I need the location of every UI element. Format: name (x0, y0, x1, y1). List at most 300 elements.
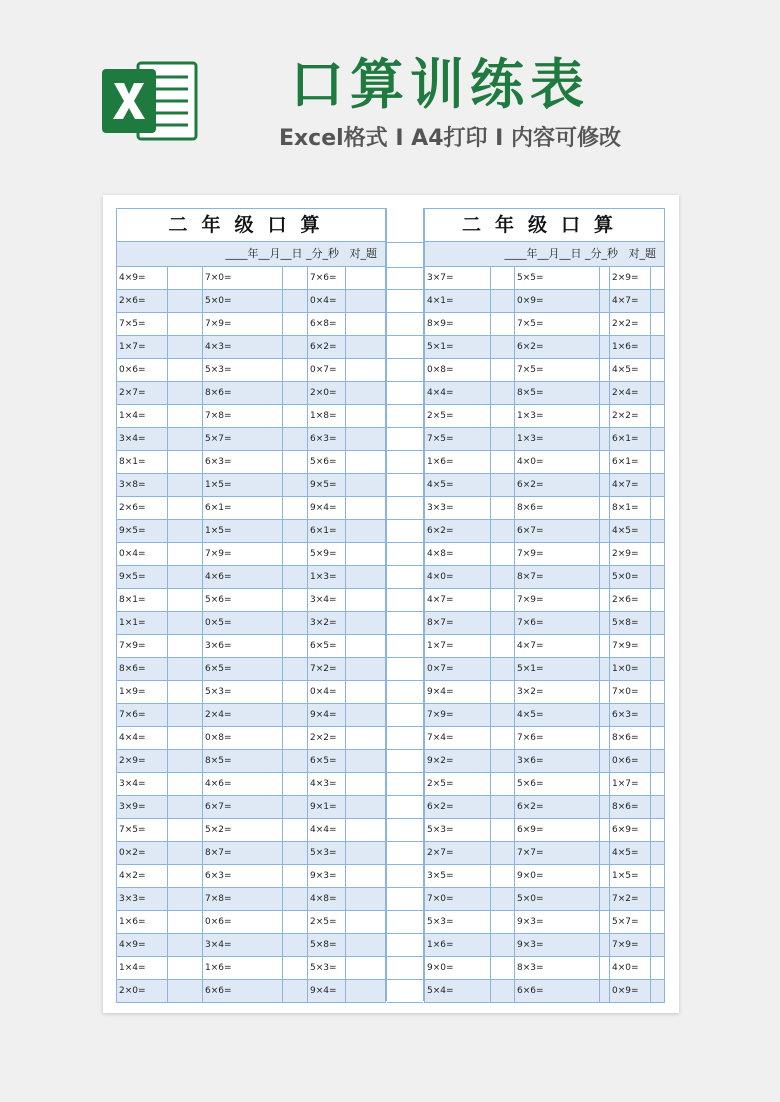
problem-cell: 6×6= (203, 980, 283, 1002)
problem-cell: 1×0= (610, 658, 651, 680)
table-row (424, 796, 665, 819)
problem-cell: 6×2= (425, 520, 491, 542)
problem-cell: 0×7= (425, 658, 491, 680)
answer-cell[interactable] (600, 681, 610, 703)
problem-cell: 1×6= (610, 336, 651, 358)
answer-cell[interactable] (491, 704, 515, 726)
table-row (424, 819, 665, 842)
problem-cell: 2×0= (117, 980, 168, 1002)
answer-cell[interactable] (283, 313, 308, 335)
answer-cell[interactable] (346, 336, 386, 358)
answer-cell[interactable] (168, 520, 203, 542)
table-row (116, 382, 386, 405)
problem-cell: 9×0= (425, 957, 491, 979)
answer-cell[interactable] (346, 681, 386, 703)
answer-cell[interactable] (600, 612, 610, 634)
grid-line (387, 634, 423, 635)
answer-cell[interactable] (651, 980, 665, 1002)
answer-cell[interactable] (651, 865, 665, 887)
answer-cell[interactable] (283, 451, 308, 473)
problem-cell: 2×4= (203, 704, 283, 726)
answer-cell[interactable] (283, 405, 308, 427)
answer-cell[interactable] (168, 405, 203, 427)
answer-cell[interactable] (491, 451, 515, 473)
answer-cell[interactable] (651, 451, 665, 473)
problem-cell: 7×5= (515, 313, 600, 335)
answer-cell[interactable] (651, 773, 665, 795)
answer-cell[interactable] (168, 865, 203, 887)
answer-cell[interactable] (491, 911, 515, 933)
answer-cell[interactable] (346, 865, 386, 887)
answer-cell[interactable] (346, 750, 386, 772)
answer-cell[interactable] (600, 313, 610, 335)
answer-cell[interactable] (600, 359, 610, 381)
problem-cell: 1×1= (117, 612, 168, 634)
answer-cell[interactable] (651, 474, 665, 496)
answer-cell[interactable] (651, 957, 665, 979)
problem-cell: 4×8= (308, 888, 346, 910)
answer-cell[interactable] (168, 359, 203, 381)
answer-cell[interactable] (491, 819, 515, 841)
problem-cell: 9×5= (117, 520, 168, 542)
problem-cell: 5×3= (425, 819, 491, 841)
answer-cell[interactable] (168, 543, 203, 565)
answer-cell[interactable] (168, 267, 203, 289)
answer-cell[interactable] (283, 428, 308, 450)
answer-cell[interactable] (600, 290, 610, 312)
answer-cell[interactable] (600, 957, 610, 979)
answer-cell[interactable] (600, 497, 610, 519)
answer-cell[interactable] (168, 704, 203, 726)
problem-cell: 8×7= (425, 612, 491, 634)
answer-cell[interactable] (168, 681, 203, 703)
problem-cell: 6×1= (610, 451, 651, 473)
answer-cell[interactable] (651, 267, 665, 289)
problem-cell: 3×4= (308, 589, 346, 611)
problem-cell: 0×4= (308, 681, 346, 703)
answer-cell[interactable] (491, 658, 515, 680)
table-row (116, 911, 386, 934)
answer-cell[interactable] (491, 934, 515, 956)
problem-cell: 2×2= (610, 405, 651, 427)
answer-cell[interactable] (491, 313, 515, 335)
grid-line (387, 887, 423, 888)
answer-cell[interactable] (346, 796, 386, 818)
answer-cell[interactable] (168, 635, 203, 657)
answer-cell[interactable] (346, 313, 386, 335)
problem-cell: 2×7= (117, 382, 168, 404)
table-row (424, 313, 665, 336)
table-row (424, 750, 665, 773)
answer-cell[interactable] (491, 566, 515, 588)
problem-cell: 9×4= (308, 980, 346, 1002)
problem-cell: 4×8= (425, 543, 491, 565)
answer-cell[interactable] (651, 336, 665, 358)
answer-cell[interactable] (283, 497, 308, 519)
answer-cell[interactable] (283, 980, 308, 1002)
problem-cell: 0×5= (203, 612, 283, 634)
grid-line (387, 611, 423, 612)
answer-cell[interactable] (651, 428, 665, 450)
answer-cell[interactable] (600, 428, 610, 450)
answer-cell[interactable] (491, 842, 515, 864)
answer-cell[interactable] (346, 980, 386, 1002)
answer-cell[interactable] (346, 842, 386, 864)
answer-cell[interactable] (651, 704, 665, 726)
answer-cell[interactable] (168, 888, 203, 910)
problem-cell: 2×2= (610, 313, 651, 335)
answer-cell[interactable] (283, 267, 308, 289)
table-row (424, 474, 665, 497)
answer-cell[interactable] (651, 566, 665, 588)
problem-cell: 5×9= (308, 543, 346, 565)
table-row (116, 727, 386, 750)
answer-cell[interactable] (283, 957, 308, 979)
answer-cell[interactable] (283, 819, 308, 841)
problem-cell: 1×5= (203, 474, 283, 496)
answer-cell[interactable] (491, 589, 515, 611)
problem-cell: 5×2= (203, 819, 283, 841)
answer-cell[interactable] (651, 911, 665, 933)
problem-cell: 5×0= (610, 566, 651, 588)
answer-cell[interactable] (600, 336, 610, 358)
answer-cell[interactable] (168, 382, 203, 404)
answer-cell[interactable] (651, 934, 665, 956)
problem-cell: 8×6= (515, 497, 600, 519)
answer-cell[interactable] (651, 750, 665, 772)
table-row (424, 520, 665, 543)
answer-cell[interactable] (346, 520, 386, 542)
grid-line (387, 1002, 423, 1003)
problem-cell: 2×6= (117, 497, 168, 519)
answer-cell[interactable] (600, 451, 610, 473)
answer-cell[interactable] (168, 727, 203, 749)
answer-cell[interactable] (600, 980, 610, 1002)
answer-cell[interactable] (168, 750, 203, 772)
problem-cell: 4×5= (425, 474, 491, 496)
answer-cell[interactable] (168, 911, 203, 933)
grid-line (387, 933, 423, 934)
answer-cell[interactable] (600, 819, 610, 841)
problem-cell: 1×6= (203, 957, 283, 979)
answer-cell[interactable] (491, 635, 515, 657)
answer-cell[interactable] (600, 842, 610, 864)
answer-cell[interactable] (600, 934, 610, 956)
answer-cell[interactable] (283, 842, 308, 864)
answer-cell[interactable] (283, 773, 308, 795)
problem-cell: 6×3= (610, 704, 651, 726)
answer-cell[interactable] (651, 497, 665, 519)
answer-cell[interactable] (651, 727, 665, 749)
problem-cell: 3×8= (117, 474, 168, 496)
table-row (116, 405, 386, 428)
left-panel-title: 二年级口算 (116, 208, 386, 242)
problem-cell: 7×9= (425, 704, 491, 726)
answer-cell[interactable] (491, 750, 515, 772)
table-row (424, 359, 665, 382)
answer-cell[interactable] (346, 589, 386, 611)
problem-cell: 3×2= (515, 681, 600, 703)
problem-cell: 6×3= (203, 451, 283, 473)
answer-cell[interactable] (346, 888, 386, 910)
problem-cell: 9×1= (308, 796, 346, 818)
answer-cell[interactable] (283, 589, 308, 611)
answer-cell[interactable] (346, 934, 386, 956)
answer-cell[interactable] (491, 681, 515, 703)
answer-cell[interactable] (283, 911, 308, 933)
answer-cell[interactable] (491, 888, 515, 910)
answer-cell[interactable] (168, 451, 203, 473)
answer-cell[interactable] (651, 681, 665, 703)
problem-cell: 5×7= (610, 911, 651, 933)
answer-cell[interactable] (168, 934, 203, 956)
answer-cell[interactable] (283, 382, 308, 404)
answer-cell[interactable] (600, 405, 610, 427)
answer-cell[interactable] (491, 796, 515, 818)
answer-cell[interactable] (168, 773, 203, 795)
answer-cell[interactable] (491, 474, 515, 496)
answer-cell[interactable] (283, 359, 308, 381)
answer-cell[interactable] (283, 290, 308, 312)
problem-cell: 2×7= (425, 842, 491, 864)
answer-cell[interactable] (491, 405, 515, 427)
answer-cell[interactable] (283, 796, 308, 818)
table-row (116, 796, 386, 819)
answer-cell[interactable] (651, 796, 665, 818)
answer-cell[interactable] (600, 796, 610, 818)
table-row (424, 428, 665, 451)
answer-cell[interactable] (168, 819, 203, 841)
answer-cell[interactable] (346, 451, 386, 473)
problem-cell: 3×7= (425, 267, 491, 289)
answer-cell[interactable] (651, 612, 665, 634)
answer-cell[interactable] (346, 267, 386, 289)
problem-cell: 8×6= (117, 658, 168, 680)
grid-line (387, 427, 423, 428)
answer-cell[interactable] (283, 474, 308, 496)
problem-cell: 1×4= (117, 405, 168, 427)
answer-cell[interactable] (283, 681, 308, 703)
answer-cell[interactable] (168, 957, 203, 979)
answer-cell[interactable] (346, 497, 386, 519)
problem-cell: 2×9= (610, 543, 651, 565)
problem-cell: 2×6= (117, 290, 168, 312)
table-row (116, 773, 386, 796)
answer-cell[interactable] (346, 566, 386, 588)
answer-cell[interactable] (168, 290, 203, 312)
problem-cell: 9×4= (425, 681, 491, 703)
answer-cell[interactable] (651, 819, 665, 841)
answer-cell[interactable] (168, 313, 203, 335)
problem-cell: 0×6= (203, 911, 283, 933)
answer-cell[interactable] (491, 773, 515, 795)
answer-cell[interactable] (168, 796, 203, 818)
answer-cell[interactable] (346, 704, 386, 726)
answer-cell[interactable] (346, 359, 386, 381)
answer-cell[interactable] (491, 290, 515, 312)
answer-cell[interactable] (283, 543, 308, 565)
problem-cell: 5×1= (515, 658, 600, 680)
problem-cell: 9×3= (308, 865, 346, 887)
problem-cell: 7×9= (610, 934, 651, 956)
answer-cell[interactable] (600, 474, 610, 496)
answer-cell[interactable] (600, 865, 610, 887)
answer-cell[interactable] (346, 773, 386, 795)
problem-cell: 8×6= (610, 796, 651, 818)
answer-cell[interactable] (346, 911, 386, 933)
answer-cell[interactable] (491, 359, 515, 381)
problem-cell: 8×6= (203, 382, 283, 404)
answer-cell[interactable] (346, 382, 386, 404)
grid-line (387, 588, 423, 589)
problem-cell: 6×2= (515, 474, 600, 496)
answer-cell[interactable] (283, 727, 308, 749)
answer-cell[interactable] (168, 589, 203, 611)
table-row (424, 773, 665, 796)
table-row (424, 451, 665, 474)
problem-cell: 7×0= (425, 888, 491, 910)
answer-cell[interactable] (651, 658, 665, 680)
answer-cell[interactable] (600, 543, 610, 565)
answer-cell[interactable] (600, 520, 610, 542)
answer-cell[interactable] (283, 934, 308, 956)
answer-cell[interactable] (283, 865, 308, 887)
problem-cell: 4×7= (515, 635, 600, 657)
answer-cell[interactable] (491, 980, 515, 1002)
problem-cell: 5×6= (515, 773, 600, 795)
answer-cell[interactable] (283, 658, 308, 680)
problem-cell: 6×5= (308, 750, 346, 772)
answer-cell[interactable] (491, 336, 515, 358)
table-row (116, 704, 386, 727)
problem-cell: 7×9= (117, 635, 168, 657)
answer-cell[interactable] (651, 888, 665, 910)
grid-line (387, 956, 423, 957)
problem-cell: 7×9= (515, 589, 600, 611)
answer-cell[interactable] (168, 566, 203, 588)
problem-cell: 8×6= (610, 727, 651, 749)
problem-cell: 5×8= (610, 612, 651, 634)
answer-cell[interactable] (600, 750, 610, 772)
problem-cell: 1×7= (425, 635, 491, 657)
answer-cell[interactable] (283, 704, 308, 726)
answer-cell[interactable] (600, 888, 610, 910)
answer-cell[interactable] (600, 727, 610, 749)
answer-cell[interactable] (651, 405, 665, 427)
answer-cell[interactable] (346, 290, 386, 312)
answer-cell[interactable] (600, 635, 610, 657)
answer-cell[interactable] (346, 635, 386, 657)
answer-cell[interactable] (600, 589, 610, 611)
problem-cell: 5×6= (308, 451, 346, 473)
table-row (116, 681, 386, 704)
answer-cell[interactable] (491, 382, 515, 404)
answer-cell[interactable] (651, 589, 665, 611)
answer-cell[interactable] (651, 290, 665, 312)
answer-cell[interactable] (651, 359, 665, 381)
answer-cell[interactable] (346, 612, 386, 634)
answer-cell[interactable] (651, 313, 665, 335)
problem-cell: 7×7= (515, 842, 600, 864)
answer-cell[interactable] (600, 658, 610, 680)
answer-cell[interactable] (491, 497, 515, 519)
answer-cell[interactable] (600, 911, 610, 933)
answer-cell[interactable] (168, 474, 203, 496)
answer-cell[interactable] (283, 750, 308, 772)
problem-cell: 4×5= (515, 704, 600, 726)
problem-cell: 3×6= (203, 635, 283, 657)
answer-cell[interactable] (168, 980, 203, 1002)
problem-cell: 8×7= (203, 842, 283, 864)
answer-cell[interactable] (491, 267, 515, 289)
answer-cell[interactable] (283, 612, 308, 634)
answer-cell[interactable] (283, 566, 308, 588)
problem-cell: 4×4= (425, 382, 491, 404)
answer-cell[interactable] (651, 635, 665, 657)
answer-cell[interactable] (168, 336, 203, 358)
grid-line (387, 542, 423, 543)
answer-cell[interactable] (283, 336, 308, 358)
table-row (424, 566, 665, 589)
problem-cell: 7×8= (203, 888, 283, 910)
problem-cell: 2×5= (425, 405, 491, 427)
problem-cell: 1×3= (308, 566, 346, 588)
answer-cell[interactable] (346, 957, 386, 979)
answer-cell[interactable] (491, 428, 515, 450)
problem-cell: 5×8= (308, 934, 346, 956)
grid-line (387, 979, 423, 980)
answer-cell[interactable] (600, 773, 610, 795)
answer-cell[interactable] (346, 543, 386, 565)
answer-cell[interactable] (346, 727, 386, 749)
answer-cell[interactable] (168, 612, 203, 634)
answer-cell[interactable] (283, 888, 308, 910)
answer-cell[interactable] (600, 267, 610, 289)
answer-cell[interactable] (600, 704, 610, 726)
table-row (424, 336, 665, 359)
answer-cell[interactable] (346, 658, 386, 680)
answer-cell[interactable] (491, 520, 515, 542)
answer-cell[interactable] (491, 543, 515, 565)
answer-cell[interactable] (651, 382, 665, 404)
answer-cell[interactable] (346, 474, 386, 496)
answer-cell[interactable] (346, 819, 386, 841)
answer-cell[interactable] (491, 957, 515, 979)
answer-cell[interactable] (651, 543, 665, 565)
problem-cell: 4×2= (117, 865, 168, 887)
answer-cell[interactable] (651, 520, 665, 542)
problem-cell: 0×8= (203, 727, 283, 749)
answer-cell[interactable] (491, 865, 515, 887)
answer-cell[interactable] (346, 405, 386, 427)
answer-cell[interactable] (346, 428, 386, 450)
answer-cell[interactable] (283, 635, 308, 657)
problem-cell: 4×9= (117, 267, 168, 289)
answer-cell[interactable] (168, 428, 203, 450)
answer-cell[interactable] (600, 382, 610, 404)
answer-cell[interactable] (491, 727, 515, 749)
answer-cell[interactable] (600, 566, 610, 588)
answer-cell[interactable] (491, 612, 515, 634)
answer-cell[interactable] (283, 520, 308, 542)
answer-cell[interactable] (168, 842, 203, 864)
answer-cell[interactable] (168, 497, 203, 519)
answer-cell[interactable] (168, 658, 203, 680)
table-row (116, 934, 386, 957)
problem-cell: 3×5= (425, 865, 491, 887)
answer-cell[interactable] (651, 842, 665, 864)
problem-cell: 5×4= (425, 980, 491, 1002)
